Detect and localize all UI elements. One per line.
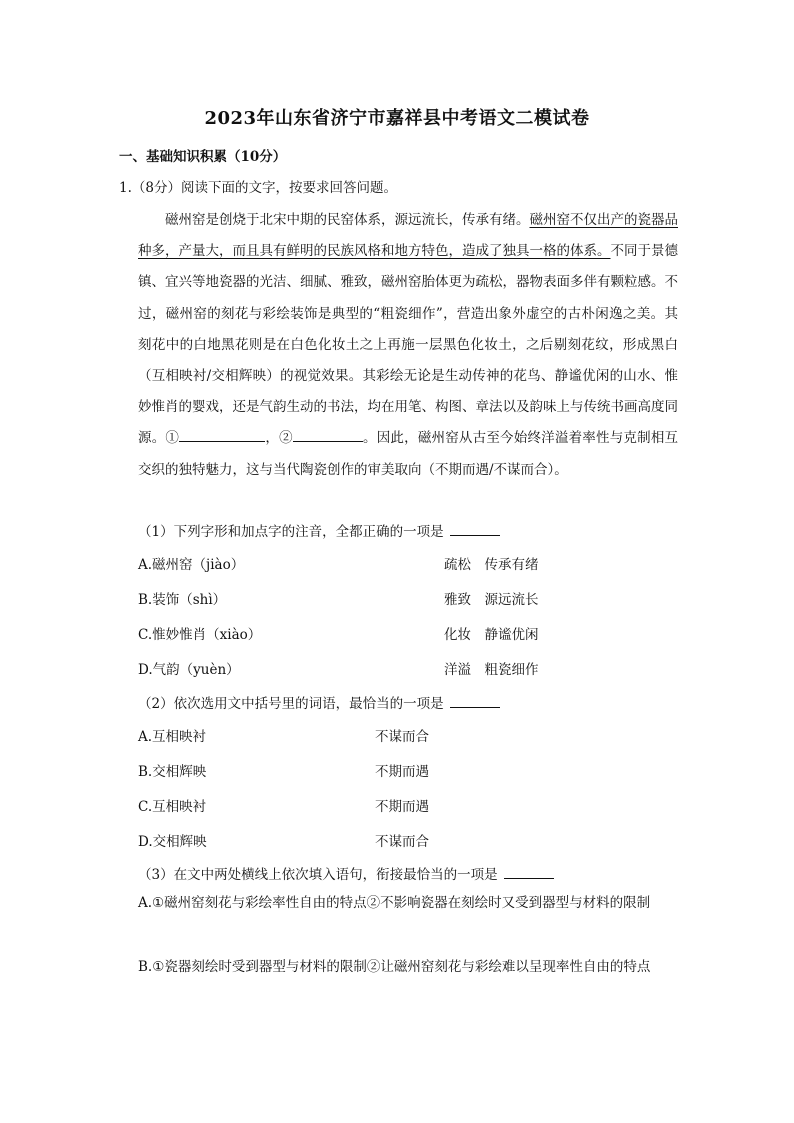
- underlined-sentence: 磁州窑不仅出产的瓷器品种多，产量大，而且具有鲜明的民族风格和地方特色，造成了独具一格的体系。: [138, 212, 678, 260]
- option-3b: B.①瓷器刻绘时受到器型与材料的限制②让磁州窑刻花与彩绘难以呈现率性自由的特点: [138, 959, 651, 975]
- option-1c: C.惟妙惟肖（xiào） 化妆 静谧优闲: [138, 627, 539, 643]
- reading-passage: [138, 205, 678, 486]
- option-2d: D.交相辉映 不谋而合: [138, 834, 429, 850]
- answer-blank-3[interactable]: [504, 864, 554, 879]
- sub-question-3: （3）在文中两处横线上依次填入语句，衔接最恰当的一项是: [138, 863, 554, 883]
- option-1d: D.气韵（yuèn） 洋溢 粗瓷细作: [138, 662, 539, 678]
- answer-blank-1[interactable]: [450, 521, 500, 536]
- option-3a: A.①磁州窑刻花与彩绘率性自由的特点②不影响瓷器在刻绘时又受到器型与材料的限制: [138, 895, 651, 911]
- option-2a: A.互相映衬 不谋而合: [138, 729, 429, 745]
- option-1a: A.磁州窑（jiào） 疏松 传承有绪: [138, 557, 539, 573]
- answer-blank-2[interactable]: [450, 693, 500, 708]
- fill-blank-1[interactable]: [179, 427, 265, 442]
- passage-paragraph: 磁州窑是创烧于北宋中期的民窑体系，源远流长，传承有绪。磁州窑不仅出产的瓷器品种多，产量大，而且具有鲜明的民族风格和地方特色，造成了独具一格的体系。不同于景德镇、宜兴等地瓷器的光洁、细腻、雅致，磁州窑胎体更为疏松，器物表面多伴有颗粒感。不过，磁州窑的刻花与彩绘装饰是典型的“粗瓷细作”，营造出象外虚空的古朴闲逸之美。其刻花中的白地黑花则是在白色化妆土之上再施一层黑色化妆土，之后剔刻花纹，形成黑白（互相映衬/交相辉映）的视觉效果。其彩绘无论是生动传神的花鸟、静谧优闲的山水、惟妙惟肖的婴戏，还是气韵生动的书法，均在用笔、构图、章法以及韵味上与传统书画高度同源。① ，② 。因此，磁州窑从古至今始终洋溢着率性与克制相互交织的独特魅力，这与当代陶瓷创作的审美取向（不期而遇/不谋而合）。: [138, 212, 679, 478]
- fill-blank-2[interactable]: [293, 427, 363, 442]
- sub-question-1: （1）下列字形和加点字的注音，全都正确的一项是: [138, 520, 500, 540]
- option-2c: C.互相映衬 不期而遇: [138, 799, 429, 815]
- option-2b: B.交相辉映 不期而遇: [138, 764, 429, 780]
- section-heading: 一、基础知识积累（10分）: [119, 149, 287, 165]
- sub-question-2: （2）依次选用文中括号里的词语，最恰当的一项是: [138, 692, 500, 712]
- question-1-heading: 1.（8分）阅读下面的文字，按要求回答问题。: [119, 180, 397, 196]
- option-1b: B.装饰（shì） 雅致 源远流长: [138, 592, 539, 608]
- page-title: 2023年山东省济宁市嘉祥县中考语文二模试卷: [204, 108, 590, 129]
